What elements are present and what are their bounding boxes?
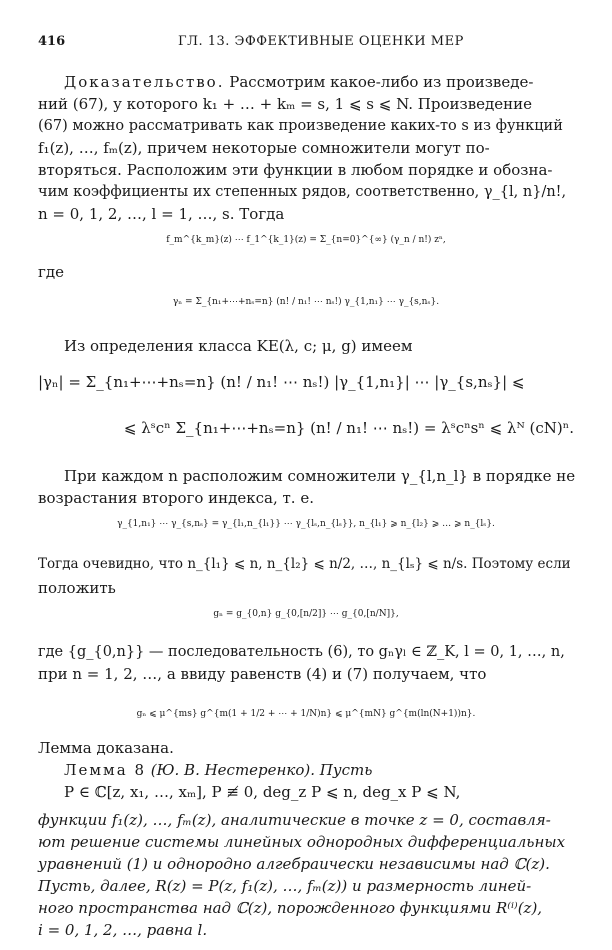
running-title: ГЛ. 13. ЭФФЕКТИВНЫЕ ОЦЕНКИ МЕР bbox=[178, 34, 464, 49]
text-line: (67) можно рассматривать как произведение каких-то s из функций bbox=[38, 118, 563, 134]
text-line: где {g_{0,n}} — последовательность (6), то gₙγₗ ∈ ℤ_K, l = 0, 1, …, n, bbox=[38, 644, 565, 660]
text-line: положить bbox=[38, 579, 116, 597]
proof-label: Доказательство. bbox=[64, 73, 225, 91]
equation-ordering: γ_{1,n₁} ⋯ γ_{s,nₛ} = γ_{l₁,n_{l₁}} ⋯ γ_{lₛ,n_{lₛ}}, n_{l₁} ⩾ n_{l₂} ⩾ … ⩾ n_{lₛ}. bbox=[117, 519, 495, 529]
equation-polynomial: P ∈ ℂ[z, x₁, …, xₘ], P ≢ 0, deg_z P ⩽ n, deg_x P ⩽ N, bbox=[64, 783, 461, 801]
italic-line: ного пространства над ℂ(z), порожденного функциями R⁽ⁱ⁾(z), bbox=[38, 899, 543, 917]
running-header bbox=[38, 34, 574, 54]
lemma-label: Лемма 8 bbox=[64, 761, 146, 779]
lemma-8-title: Лемма 8 (Ю. В. Нестеренко). Пусть bbox=[64, 761, 373, 779]
text-line: Тогда очевидно, что n_{l₁} ⩽ n, n_{l₂} ⩽ n/2, …, n_{lₛ} ⩽ n/s. Поэтому если bbox=[38, 556, 571, 572]
text-line: f₁(z), …, fₘ(z), причем некоторые сомножители могут по- bbox=[38, 139, 490, 157]
proof-line-1: Доказательство. Рассмотрим какое-либо из произведе- bbox=[64, 73, 534, 91]
italic-line: Пусть, далее, R(z) = P(z, f₁(z), …, fₘ(z)) и размерность линей- bbox=[38, 877, 532, 895]
equation-bound-2: ⩽ λˢcⁿ Σ_{n₁+⋯+nₛ=n} (n! / n₁! ⋯ nₛ!) = λˢcⁿsⁿ ⩽ λᴺ (cN)ⁿ. bbox=[123, 419, 574, 437]
page-number: 416 bbox=[38, 34, 66, 49]
equation-gn-bound: gₙ ⩽ μ^{ms} g^{m(1 + 1/2 + ⋯ + 1/N)n} ⩽ μ^{mN} g^{m(ln(N+1))n}. bbox=[136, 709, 476, 719]
italic-line: i = 0, 1, 2, …, равна l. bbox=[38, 921, 208, 939]
text-line: n = 0, 1, 2, …, l = 1, …, s. Тогда bbox=[38, 205, 285, 223]
equation-gamma-n: γₙ = Σ_{n₁+⋯+nₛ=n} (n! / n₁! ⋯ nₛ!) γ_{1,n₁} ⋯ γ_{s,nₛ}. bbox=[172, 297, 440, 307]
text-line: При каждом n расположим сомножители γ_{l,n_l} в порядке не bbox=[64, 467, 576, 485]
text-line: Из определения класса KE(λ, c; μ, g) имеем bbox=[64, 337, 413, 355]
text-line: при n = 1, 2, …, а ввиду равенств (4) и (7) получаем, что bbox=[38, 665, 487, 683]
text-line: ний (67), у которого k₁ + … + kₘ = s, 1 ⩽ s ⩽ N. Произведение bbox=[38, 95, 532, 113]
text-line: где bbox=[38, 263, 64, 281]
italic-line: уравнений (1) и однородно алгебраически независимы над ℂ(z). bbox=[38, 855, 550, 873]
italic-line: ют решение системы линейных однородных дифференциальных bbox=[38, 833, 566, 851]
equation-bound-1: |γₙ| = Σ_{n₁+⋯+nₛ=n} (n! / n₁! ⋯ nₛ!) |γ_{1,n₁}| ⋯ |γ_{s,nₛ}| ⩽ bbox=[38, 373, 525, 391]
equation-series: f_m^{k_m}(z) ⋯ f_1^{k_1}(z) = Σ_{n=0}^{∞} (γ_n / n!) zⁿ, bbox=[166, 235, 446, 245]
italic-line: функции f₁(z), …, fₘ(z), аналитические в точке z = 0, составля- bbox=[38, 811, 551, 829]
text-line: Лемма доказана. bbox=[38, 739, 174, 757]
text-line: возрастания второго индекса, т. е. bbox=[38, 489, 314, 507]
text-line: чим коэффициенты их степенных рядов, соответственно, γ_{l, n}/n!, bbox=[38, 184, 567, 200]
text-line: вторяться. Расположим эти функции в любом порядке и обозна- bbox=[38, 161, 553, 179]
equation-gn: gₙ = g_{0,n} g_{0,[n/2]} ⋯ g_{0,[n/N]}, bbox=[213, 609, 399, 619]
